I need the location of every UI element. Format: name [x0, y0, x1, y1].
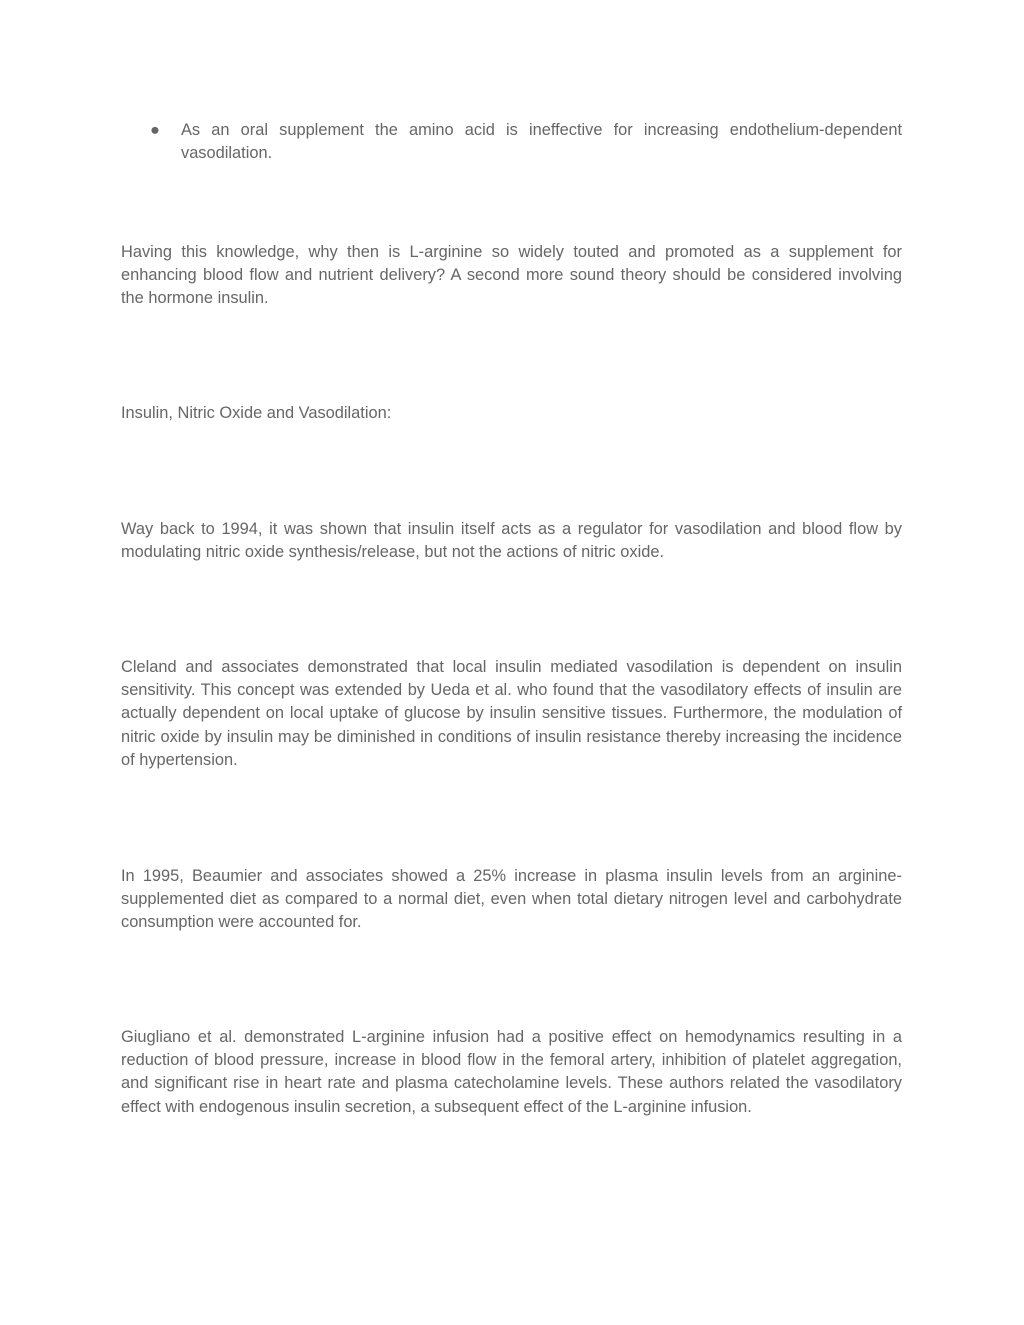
bullet-marker: ●	[150, 121, 160, 139]
section-heading: Insulin, Nitric Oxide and Vasodilation:	[121, 404, 392, 422]
paragraph-arginine-question: Having this knowledge, why then is L-arginine so widely touted and promoted as a supplement for enhancing blood flow and nutrient delivery? A second more sound theory should be considered involving the hormone insulin.	[121, 243, 902, 308]
paragraph-cleland: Cleland and associates demonstrated that local insulin mediated vasodilation is dependent on insulin sensitivity. This concept was extended by Ueda et al. who found that the vasodilatory effects of insulin are actually dependent on local uptake of glucose by insulin sensitive tissues. Furthermore, the modulation of nitric oxide by insulin may be diminished in conditions of insulin resistance thereby increasing the incidence of hypertension.	[121, 658, 902, 769]
paragraph-1994-insulin: Way back to 1994, it was shown that insulin itself acts as a regulator for vasodilation and blood flow by modulating nitric oxide synthesis/release, but not the actions of nitric oxide.	[121, 520, 902, 562]
bullet-text: As an oral supplement the amino acid is ineffective for increasing endothelium-dependent vasodilation.	[181, 121, 902, 163]
paragraph-beaumier: In 1995, Beaumier and associates showed a 25% increase in plasma insulin levels from an arginine-supplemented diet as compared to a normal diet, even when total dietary nitrogen level and carbohydrate consumption were accounted for.	[121, 867, 902, 932]
paragraph-giugliano: Giugliano et al. demonstrated L-arginine infusion had a positive effect on hemodynamics resulting in a reduction of blood pressure, increase in blood flow in the femoral artery, inhibition of platelet aggregation, and significant rise in heart rate and plasma catecholamine levels. These authors related the vasodilatory effect with endogenous insulin secretion, a subsequent effect of the L-arginine infusion.	[121, 1028, 902, 1116]
